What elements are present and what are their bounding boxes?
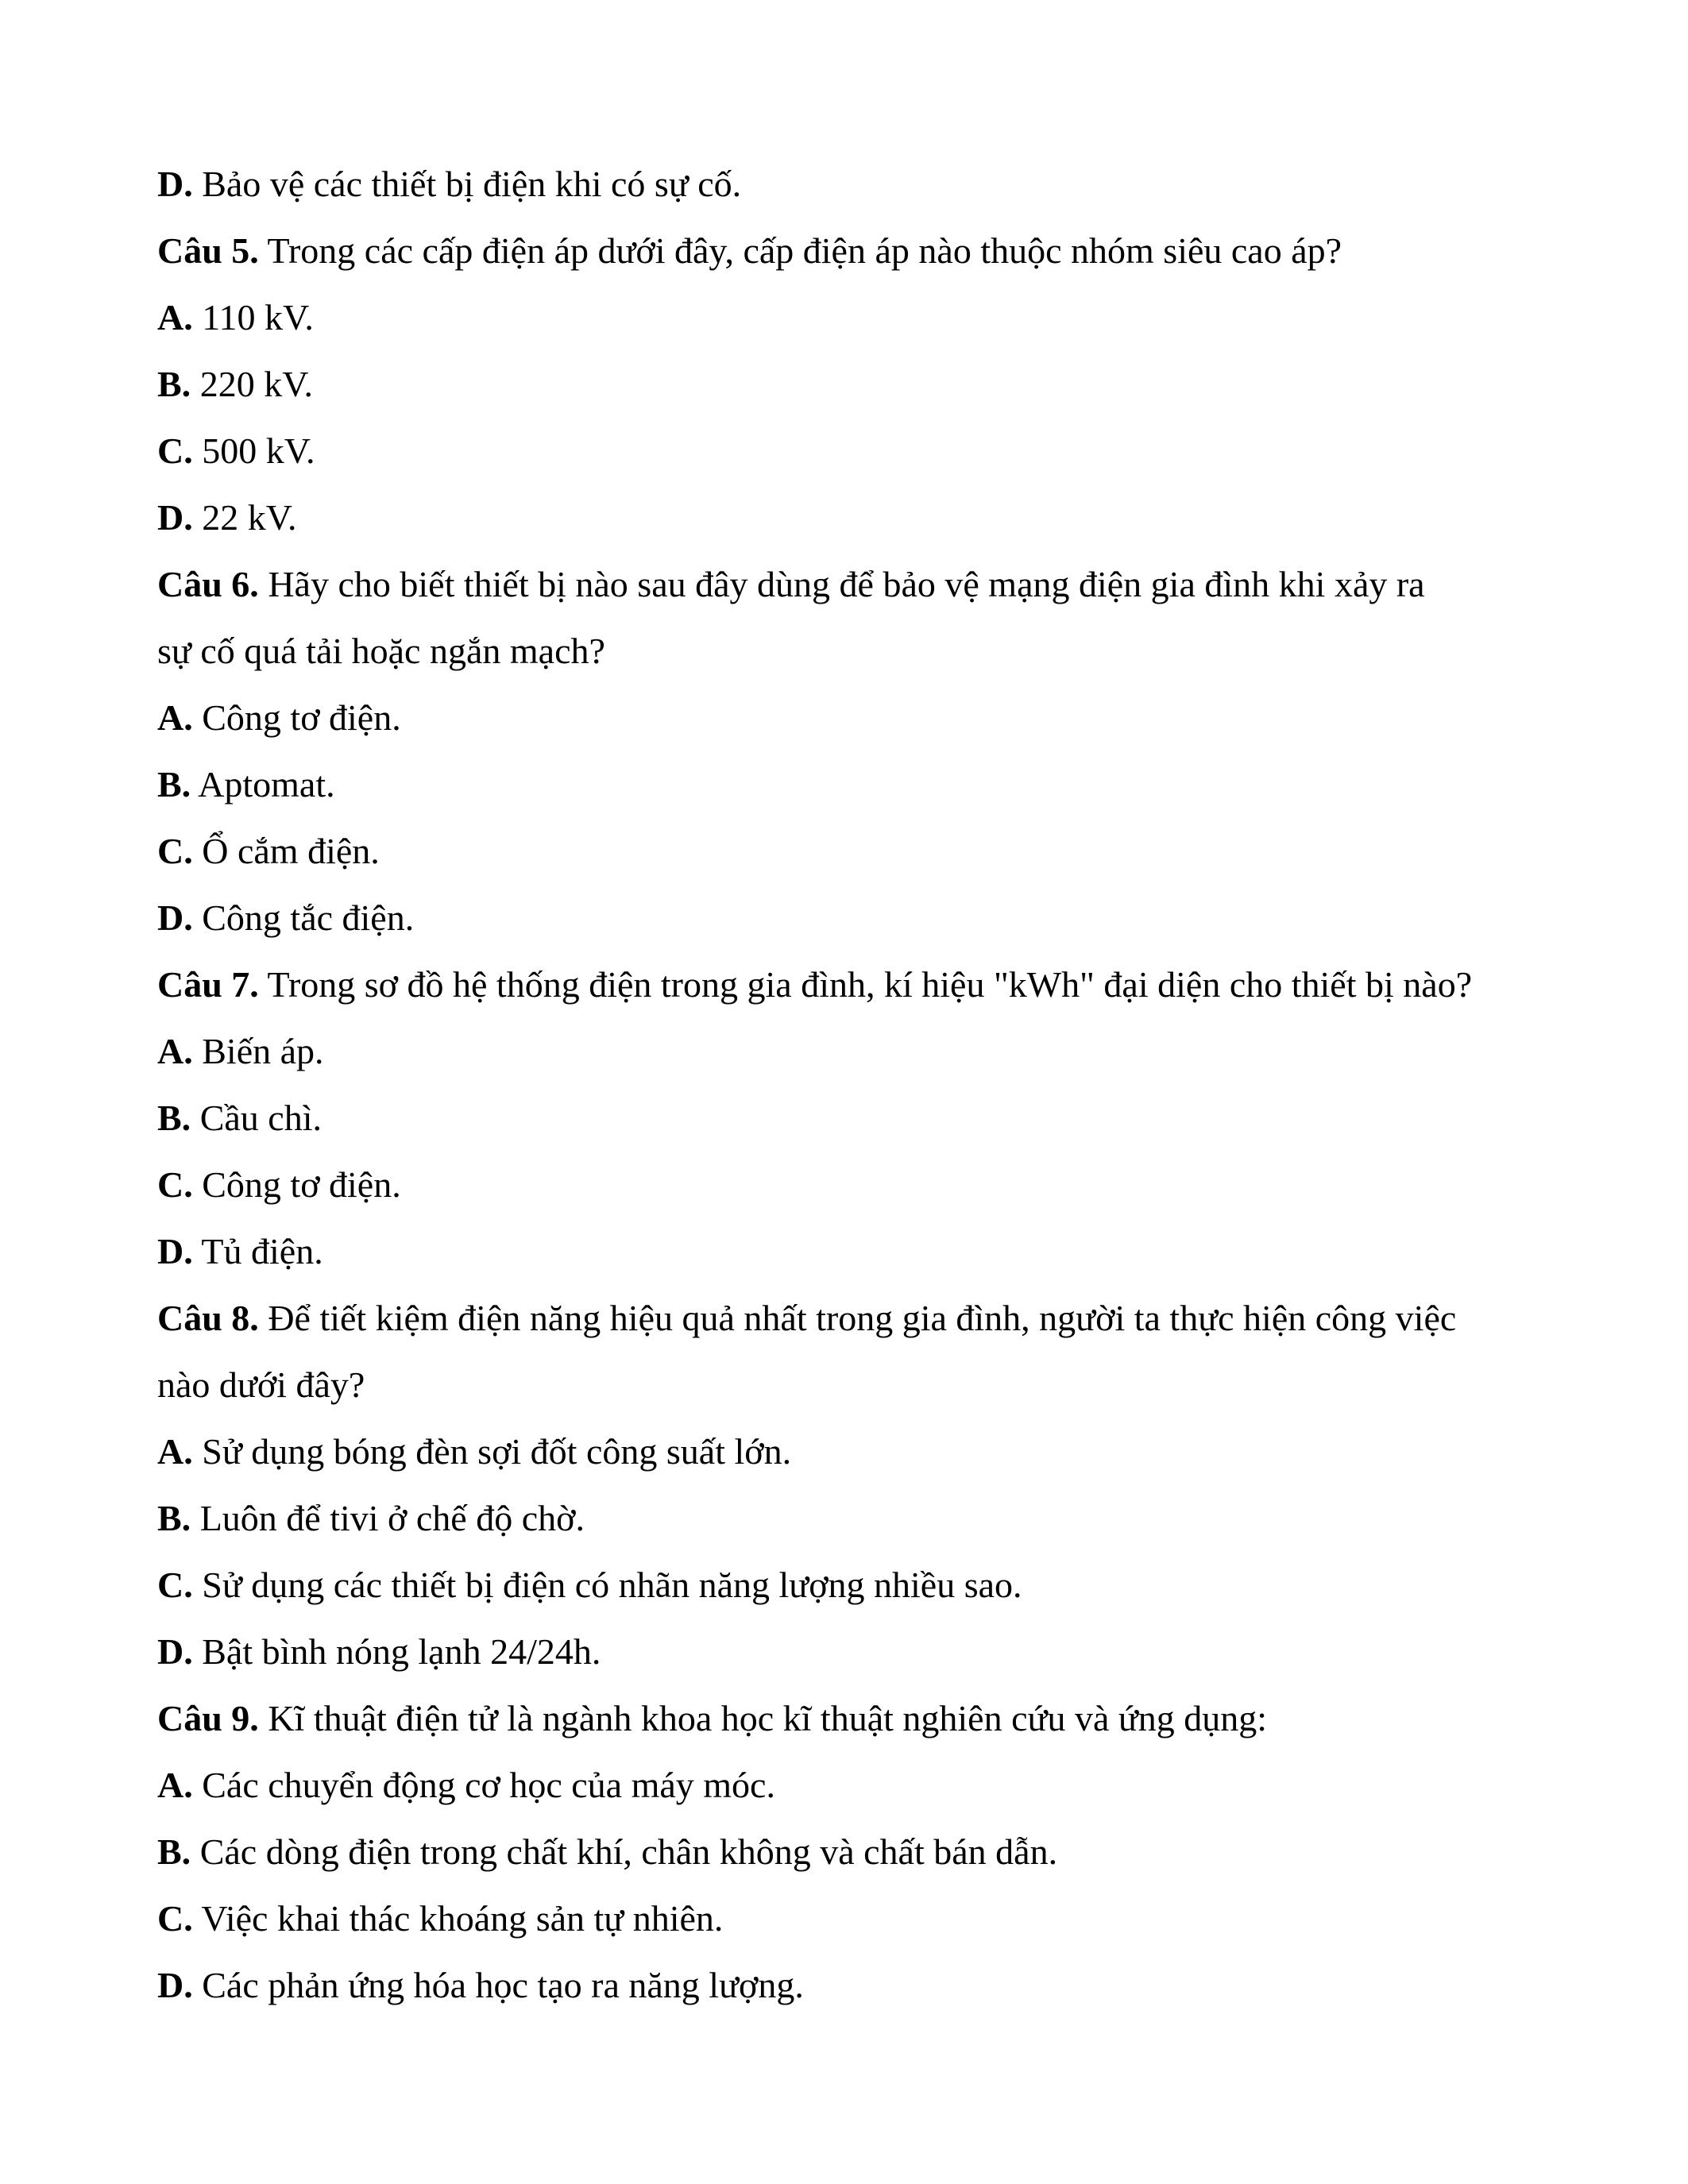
q8-stem-line1 [157,1285,1555,1352]
q7-option-a [157,1018,1555,1085]
option-text: Công tơ điện. [192,1164,401,1205]
q7-option-b [157,1085,1555,1152]
q7-stem [157,951,1555,1018]
q6-option-a [157,685,1555,751]
q6-option-c [157,818,1555,885]
option-text: Tủ điện. [192,1231,323,1271]
q5-option-b [157,351,1555,418]
q8-option-b [157,1485,1555,1552]
option-label: A. [157,1765,193,1805]
q5-option-d [157,484,1555,551]
option-label: B. [157,1098,191,1138]
q6-option-b [157,751,1555,818]
option-label: B. [157,1831,191,1872]
option-text: Công tắc điện. [192,897,415,938]
option-text: 500 kV. [192,430,315,471]
question-label: Câu 5. [157,230,259,271]
q6-stem-line1 [157,551,1555,618]
option-label: A. [157,297,193,338]
option-label: C. [157,831,193,871]
option-label: D. [157,1231,193,1271]
option-text: Cầu chì. [191,1098,322,1138]
q5-option-a [157,284,1555,351]
q7-option-d [157,1218,1555,1285]
option-text: 110 kV. [192,297,314,338]
question-label: Câu 7. [157,964,259,1005]
option-label: B. [157,1498,191,1538]
option-label: B. [157,364,191,404]
question-label: Câu 6. [157,564,259,604]
option-text: Aptomat. [191,764,335,805]
q9-option-c [157,1885,1555,1952]
q4-option-d [157,151,1555,218]
question-text: Trong sơ đồ hệ thống điện trong gia đình, kí hiệu "kWh" đại diện cho thiết bị nào? [258,964,1473,1005]
question-text: Hãy cho biết thiết bị nào sau đây dùng để bảo vệ mạng điện gia đình khi xảy ra [258,564,1425,604]
option-text: 22 kV. [192,497,297,538]
document-page [157,151,1555,2019]
question-text: Trong các cấp điện áp dưới đây, cấp điện áp nào thuộc nhóm siêu cao áp? [258,230,1342,271]
q8-stem-line2 [157,1352,1555,1418]
option-label: A. [157,1431,193,1472]
option-label: B. [157,764,191,805]
option-text: Biến áp. [192,1031,324,1071]
option-label: C. [157,430,193,471]
q6-option-d [157,885,1555,951]
option-text: Việc khai thác khoáng sản tự nhiên. [192,1898,724,1939]
q9-stem [157,1685,1555,1752]
option-text: Các dòng điện trong chất khí, chân không và chất bán dẫn. [191,1831,1058,1872]
q8-option-d [157,1619,1555,1685]
option-text: Bật bình nóng lạnh 24/24h. [192,1631,601,1672]
option-label: C. [157,1898,193,1939]
option-label: A. [157,1031,193,1071]
q5-option-c [157,418,1555,484]
option-label: D. [157,1631,193,1672]
option-text: Các chuyển động cơ học của máy móc. [192,1765,775,1805]
option-text: Các phản ứng hóa học tạo ra năng lượng. [192,1965,804,2005]
question-text: Kĩ thuật điện tử là ngành khoa học kĩ thuật nghiên cứu và ứng dụng: [258,1698,1268,1738]
option-label: D. [157,164,193,204]
option-label: A. [157,697,193,738]
option-text: Sử dụng các thiết bị điện có nhãn năng lượng nhiều sao. [192,1565,1022,1605]
q7-option-c [157,1152,1555,1218]
option-text: Sử dụng bóng đèn sợi đốt công suất lớn. [192,1431,792,1472]
q8-option-c [157,1552,1555,1619]
option-label: D. [157,1965,193,2005]
option-label: D. [157,897,193,938]
q5-stem [157,218,1555,284]
option-text: Bảo vệ các thiết bị điện khi có sự cố. [192,164,742,204]
option-label: C. [157,1565,193,1605]
option-text: 220 kV. [191,364,313,404]
option-label: D. [157,497,193,538]
question-label: Câu 8. [157,1298,259,1338]
question-text-continued: sự cố quá tải hoặc ngắn mạch? [157,631,605,671]
option-label: C. [157,1164,193,1205]
question-label: Câu 9. [157,1698,259,1738]
q6-stem-line2 [157,618,1555,685]
q8-option-a [157,1418,1555,1485]
q9-option-a [157,1752,1555,1819]
option-text: Luôn để tivi ở chế độ chờ. [191,1498,585,1538]
option-text: Công tơ điện. [192,697,401,738]
question-text: Để tiết kiệm điện năng hiệu quả nhất trong gia đình, người ta thực hiện công việc [258,1298,1457,1338]
q9-option-d [157,1952,1555,2019]
q9-option-b [157,1819,1555,1885]
option-text: Ổ cắm điện. [192,831,380,871]
question-text-continued: nào dưới đây? [157,1364,365,1405]
